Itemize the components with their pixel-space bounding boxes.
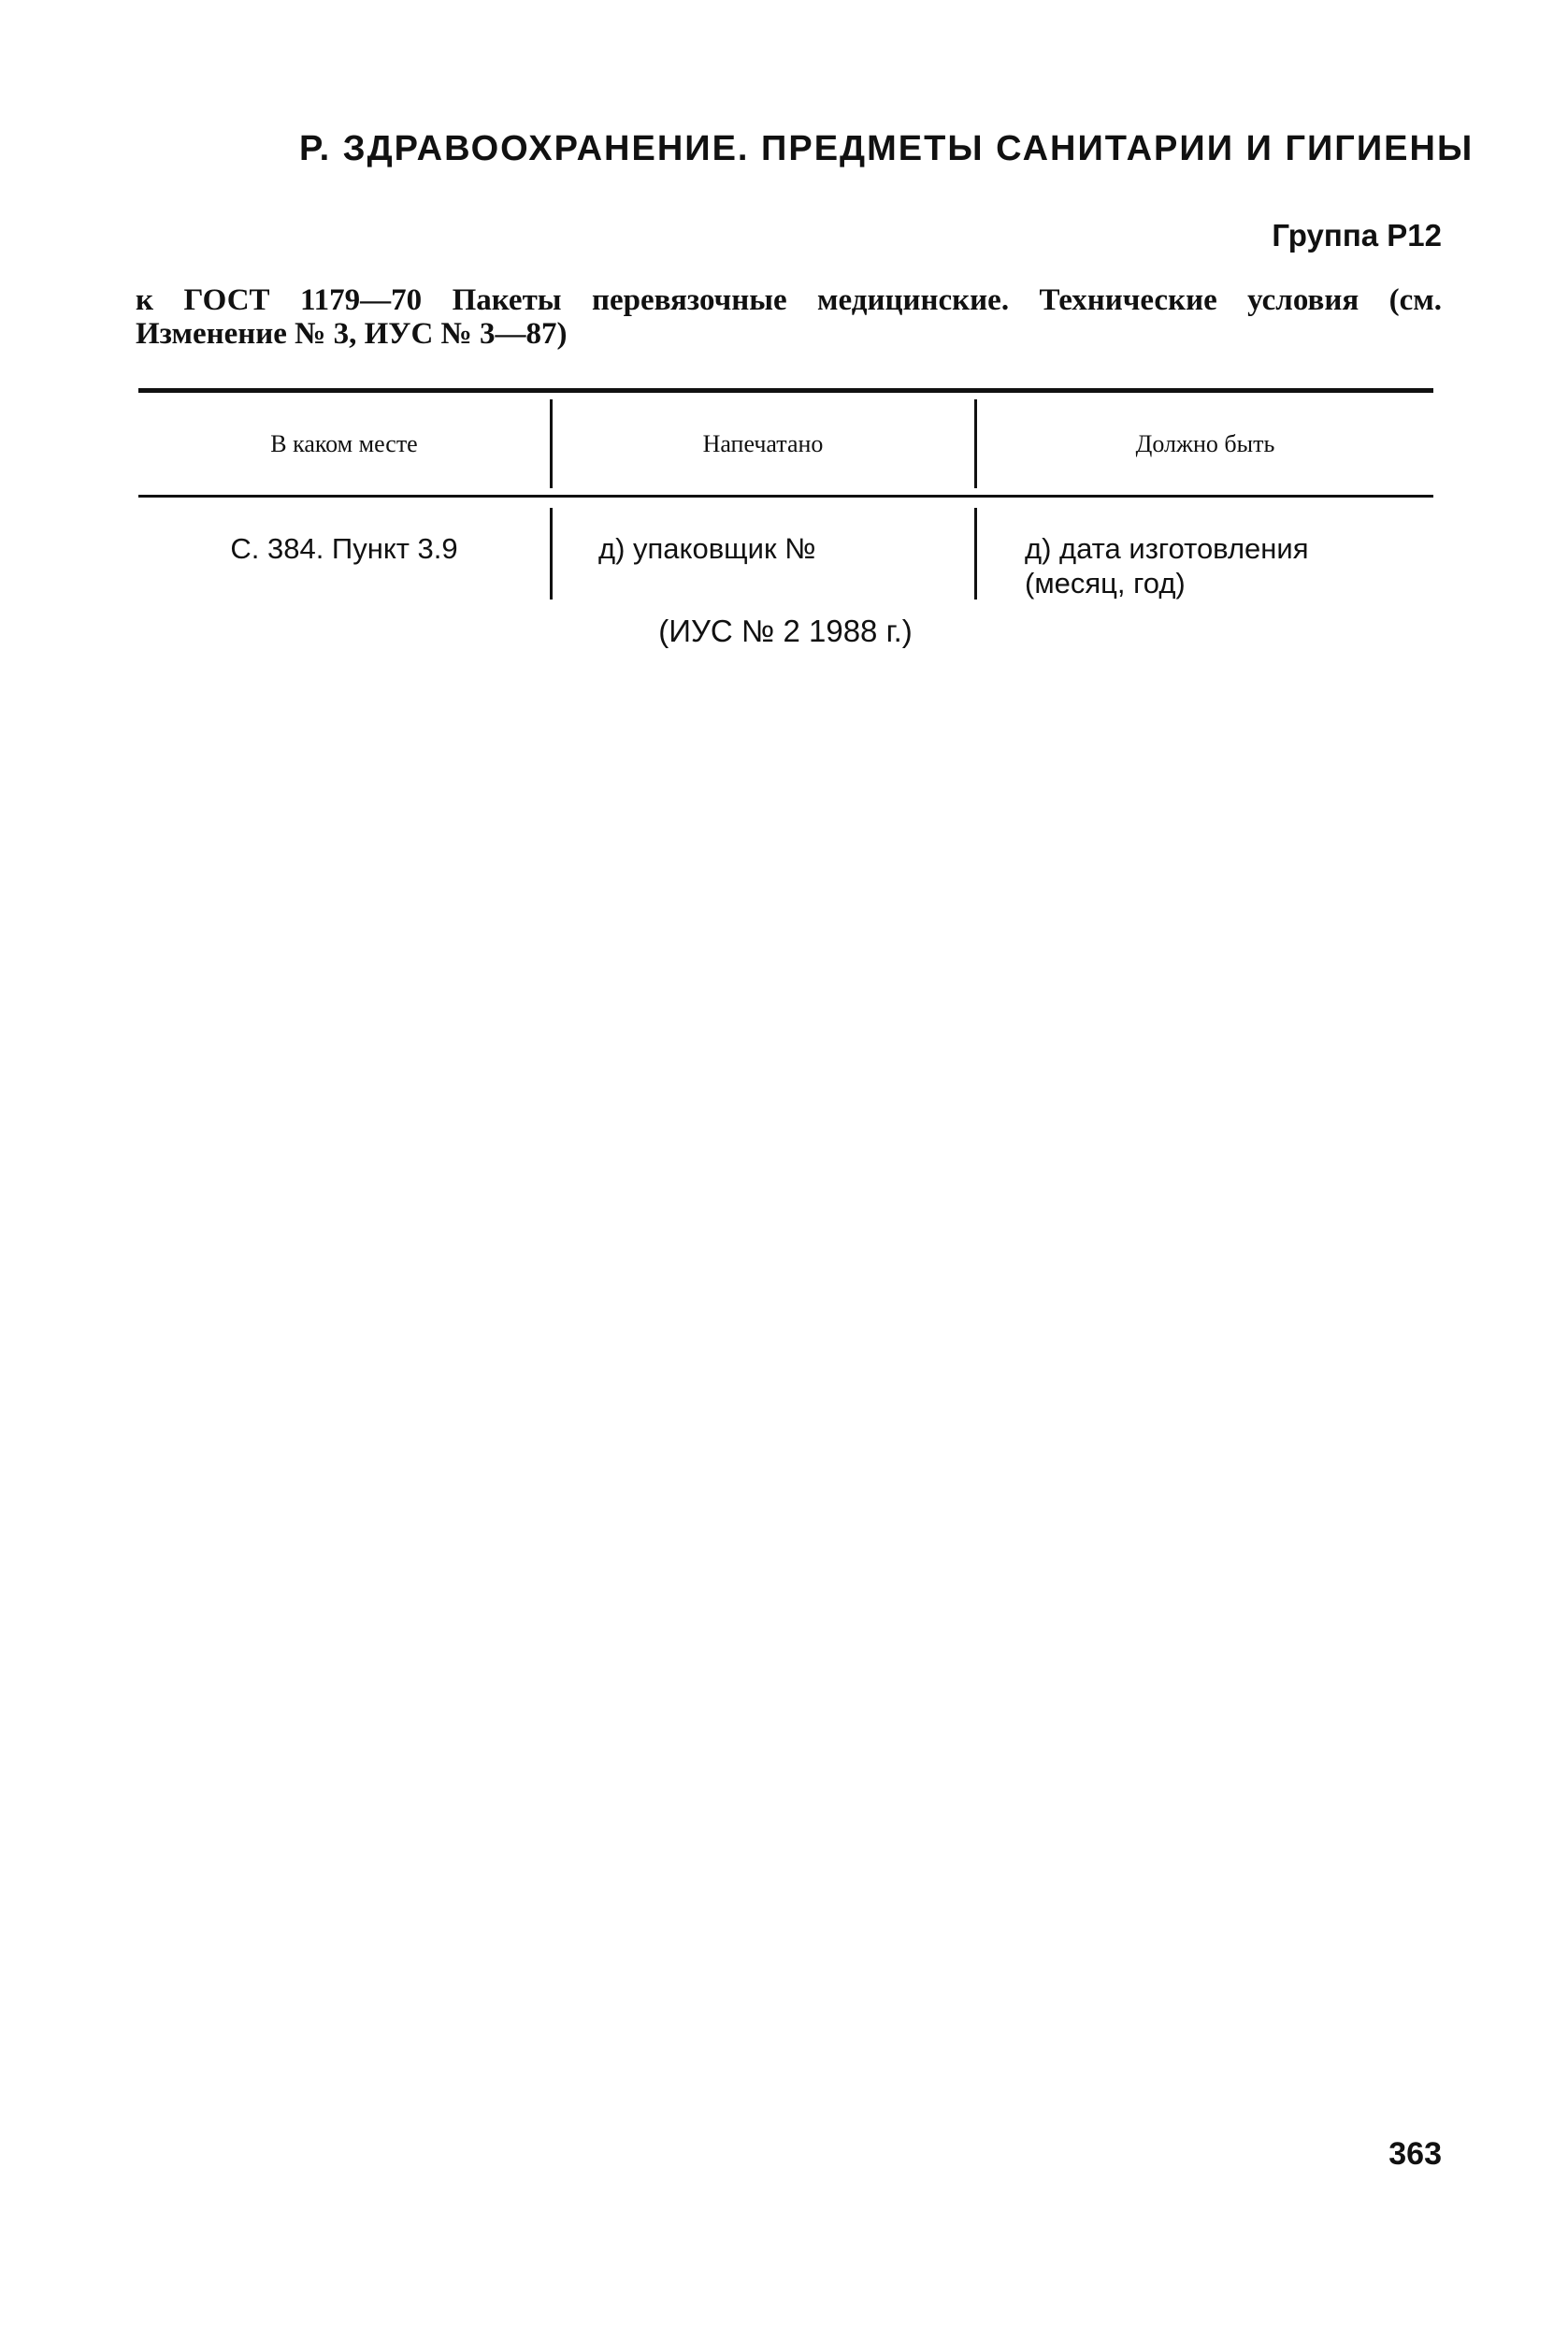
title-line-1: к ГОСТ 1179—70 Пакеты перевязочные медицинские. Технические условия (см. [136,283,1442,317]
column-header-printed: Напечатано [702,430,824,457]
cell-printed: д) упаковщик № [598,532,816,565]
cell-place: С. 384. Пункт 3.9 [230,532,458,565]
section-header: Р. ЗДРАВООХРАНЕНИЕ. ПРЕДМЕТЫ САНИТАРИИ И ГИГИЕНЫ [299,129,1474,168]
header-column-divider [974,399,977,488]
row-column-divider [974,508,977,600]
cell-should-be [1025,531,1432,600]
page-number: 363 [1388,2136,1442,2172]
column-header-place: В каком месте [270,430,418,457]
correction-title [136,283,1442,351]
table-top-rule [138,388,1433,393]
row-column-divider [550,508,553,600]
source-note: (ИУС № 2 1988 г.) [658,614,913,648]
group-label: Группа Р12 [1272,218,1442,253]
table-header-rule [138,495,1433,498]
header-column-divider [550,399,553,488]
cell-should-be-line-2: (месяц, год) [1025,567,1186,600]
cell-should-be-line-1: д) дата изготовления [1025,532,1309,565]
title-line-2: Изменение № 3, ИУС № 3—87) [136,317,568,351]
column-header-should-be: Должно быть [1135,430,1275,457]
